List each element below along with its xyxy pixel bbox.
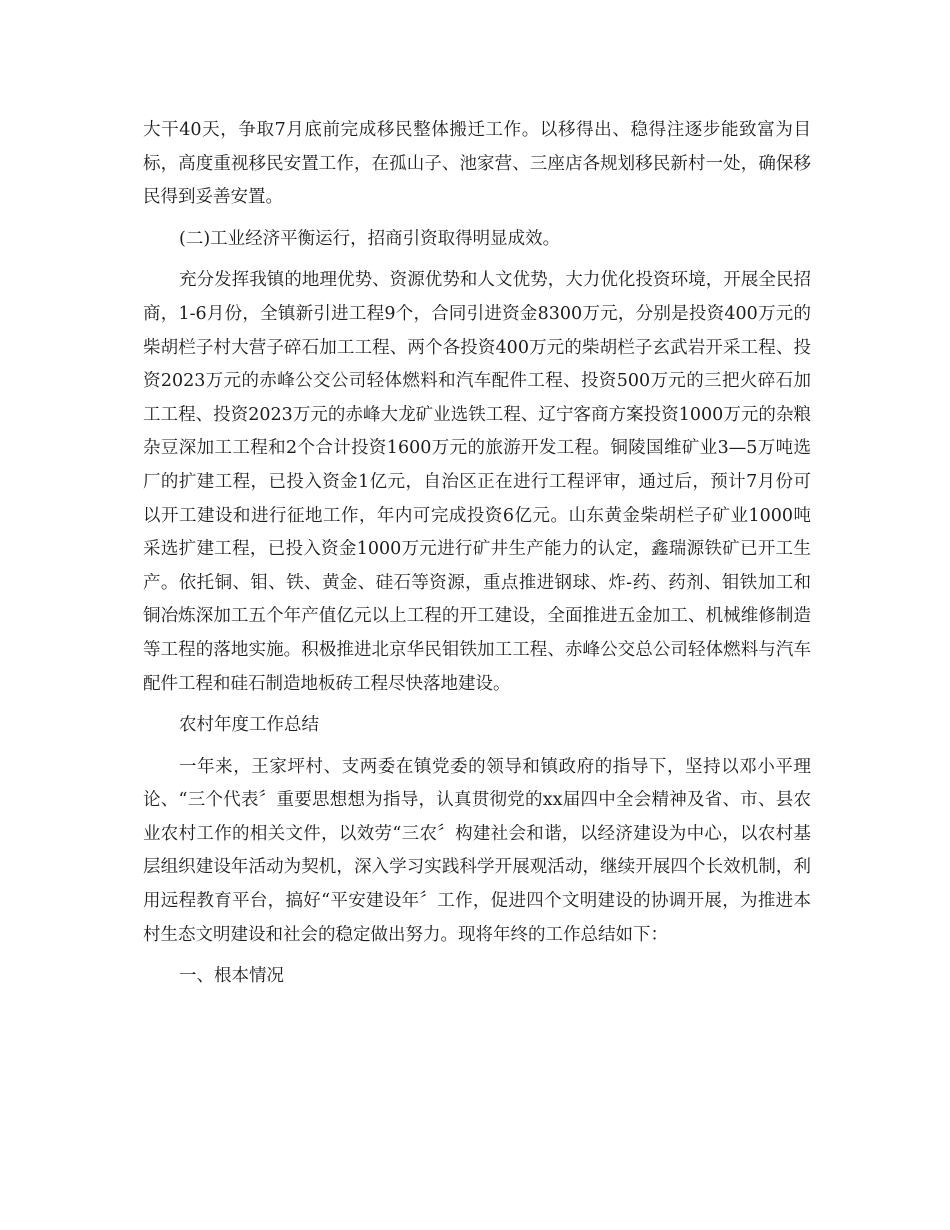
section-heading-basic-situation: 一、根本情况 xyxy=(179,966,284,987)
paragraph-relocation-continued: 大干40天，争取7月底前完成移民整体搬迁工作。以移得出、稳得注逐步能致富为目标，高度重视移民安置工作，在孤山子、池家营、三座店各规划移民新村一处，确保移民得到妥善安置。 xyxy=(143,120,811,208)
document-body xyxy=(143,114,811,994)
paragraph-investment-attraction: 充分发挥我镇的地理优势、资源优势和人文优势，大力优化投资环境，开展全民招商，1-6月份，全镇新引进工程9个，合同引进资金8300万元，分别是投资400万元的柴胡栏子村大营子碎石加工工程、两个各投资400万元的柴胡栏子玄武岩开采工程、投资2023万元的赤峰公交公司轻体燃料和汽车配件工程、投资500万元的三把火碎石加工工程、投资2023万元的赤峰大龙矿业选铁工程、辽宁客商方案投资1000万元的杂粮杂豆深加工工程和2个合计投资1600万元的旅游开发工程。铜陵国维矿业3—5万吨选厂的扩建工程，已投入资金1亿元，自治区正在进行工程评审，通过后，预计7月份可以开工建设和进行征地工作，年内可完成投资6亿元。山东黄金柴胡栏子矿业1000吨采选扩建工程，已投入资金1000万元进行矿井生产能力的认定，鑫瑞源铁矿已开工生产。依托铜、钼、铁、黄金、硅石等资源，重点推进钢球、炸-药、药剂、钼铁加工和铜冶炼深加工五个年产值亿元以上工程的开工建设，全面推进五金加工、机械维修制造等工程的落地实施。积极推进北京华民钼铁加工工程、赤峰公交总公司轻体燃料与汽车配件工程和硅石制造地板砖工程尽快落地建设。 xyxy=(143,270,811,694)
paragraph-summary-intro: 一年来，王家坪村、支两委在镇党委的领导和镇政府的指导下，坚持以邓小平理论、“三个代表〞重要思想想为指导，认真贯彻党的xx届四中全会精神及省、市、县农业农村工作的相关文件，以效劳“三农〞构建社会和谐，以经济建设为中心，以农村基层组织建设年活动为契机，深入学习实践科学开展观活动，继续开展四个长效机制，利用远程教育平台，搞好“平安建设年〞工作，促进四个文明建设的协调开展，为推进本村生态文明建设和社会的稳定做出努力。现将年终的工作总结如下： xyxy=(143,756,811,945)
document-title-rural-annual-summary: 农村年度工作总结 xyxy=(179,715,319,736)
section-heading-industrial-economy: (二)工业经济平衡运行，招商引资取得明显成效。 xyxy=(179,228,561,249)
